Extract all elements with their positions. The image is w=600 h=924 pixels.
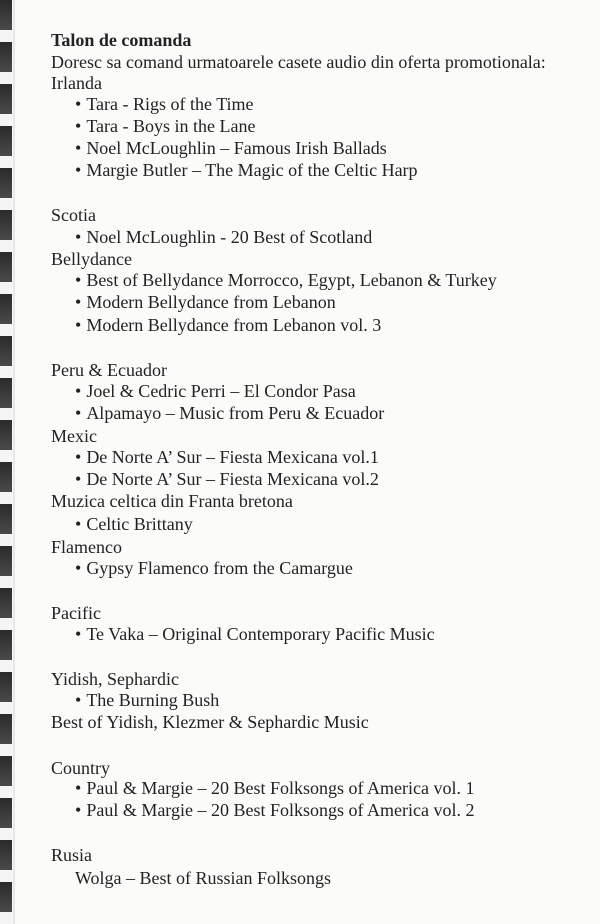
- list-item: • Tara - Boys in the Lane: [75, 115, 256, 137]
- section-heading: Scotia: [51, 205, 96, 225]
- list-item: • Paul & Margie – 20 Best Folksongs of America vol. 1: [75, 777, 474, 799]
- section-heading: Country: [51, 758, 111, 778]
- list-item: • Te Vaka – Original Contemporary Pacific Music: [75, 623, 435, 645]
- list-item: • Margie Butler – The Magic of the Celtic Harp: [75, 159, 418, 181]
- list-item: • Noel McLoughlin - 20 Best of Scotland: [75, 226, 372, 248]
- list-item: • Celtic Brittany: [75, 513, 193, 535]
- list-item: • The Burning Bush: [75, 689, 219, 711]
- page-edge: [13, 0, 15, 924]
- list-item: • Tara - Rigs of the Time: [75, 93, 254, 115]
- list-item: Wolga – Best of Russian Folksongs: [75, 868, 332, 888]
- list-item: • Modern Bellydance from Lebanon: [75, 291, 336, 313]
- list-item: • De Norte A’ Sur – Fiesta Mexicana vol.1: [75, 446, 379, 468]
- section-heading: Irlanda: [51, 73, 102, 93]
- section-subheading: Best of Yidish, Klezmer & Sephardic Music: [51, 712, 369, 732]
- list-item: • Joel & Cedric Perri – El Condor Pasa: [75, 380, 356, 402]
- section-heading: Muzica celtica din Franta bretona: [51, 491, 293, 511]
- section-heading: Bellydance: [51, 249, 132, 269]
- binding-holes: [0, 0, 12, 924]
- page-title: Talon de comanda: [51, 30, 192, 50]
- list-item: • Gypsy Flamenco from the Camargue: [75, 557, 353, 579]
- section-heading: Mexic: [51, 426, 97, 446]
- section-heading: Flamenco: [51, 537, 122, 557]
- section-heading: Rusia: [51, 845, 93, 865]
- list-item: • Alpamayo – Music from Peru & Ecuador: [75, 402, 384, 424]
- list-item: • Modern Bellydance from Lebanon vol. 3: [75, 314, 381, 336]
- list-item: • Noel McLoughlin – Famous Irish Ballads: [75, 137, 387, 159]
- section-heading: Pacific: [51, 603, 101, 623]
- list-item: • De Norte A’ Sur – Fiesta Mexicana vol.2: [75, 468, 379, 490]
- section-heading: Yidish, Sephardic: [51, 669, 179, 689]
- intro-text: Doresc sa comand urmatoarele casete audio din oferta promotionala:: [51, 52, 546, 72]
- list-item: • Best of Bellydance Morrocco, Egypt, Lebanon & Turkey: [75, 269, 497, 291]
- section-heading: Peru & Ecuador: [51, 360, 167, 380]
- list-item: • Paul & Margie – 20 Best Folksongs of America vol. 2: [75, 799, 474, 821]
